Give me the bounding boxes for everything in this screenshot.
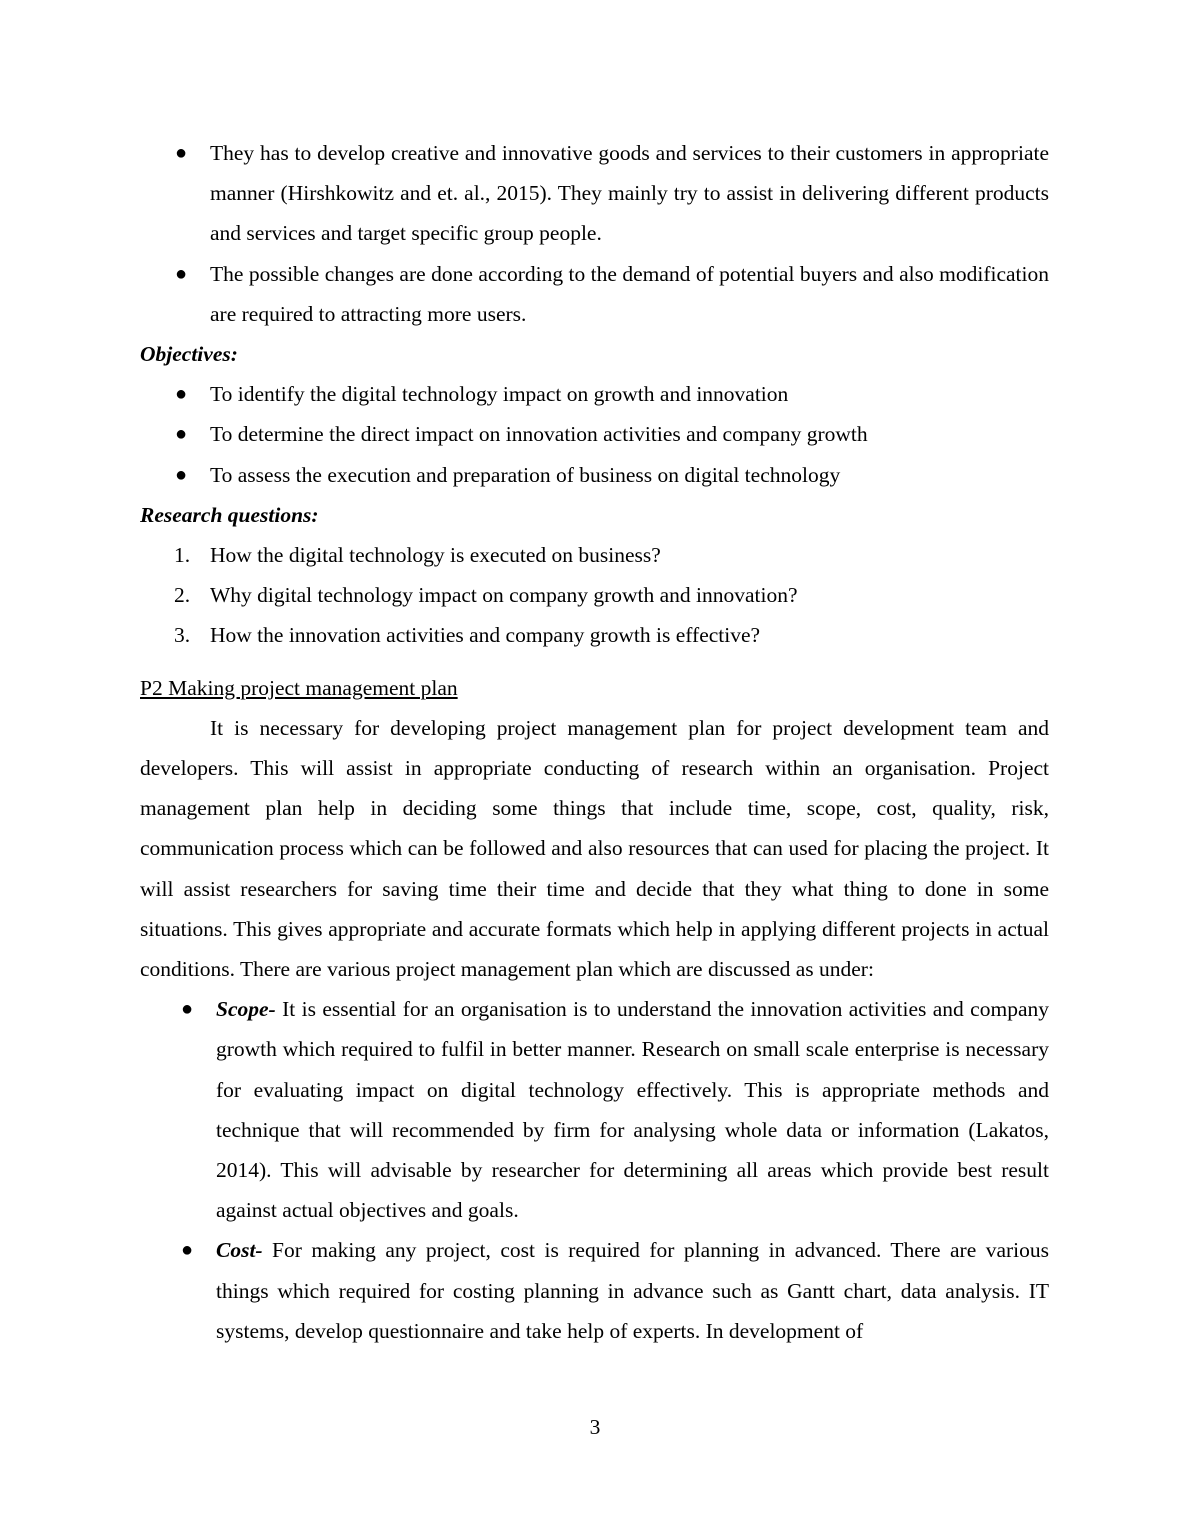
bullet-icon: ● bbox=[181, 998, 194, 1021]
list-item: ● To assess the execution and preparation of business on digital technology bbox=[210, 455, 1049, 495]
list-item: 1. How the digital technology is executed on business? bbox=[210, 535, 1049, 575]
list-item: ● They has to develop creative and innovative goods and services to their customers in appropriate manner (Hirshkowitz and et. al., 2015). They mainly try to assist in delivering different products and services and target specific group people. bbox=[210, 133, 1049, 254]
plan-term: Scope- bbox=[216, 997, 276, 1022]
objectives-heading: Objectives: bbox=[140, 342, 238, 367]
bullet-icon: ● bbox=[181, 1239, 194, 1262]
bullet-icon: ● bbox=[175, 463, 188, 486]
research-questions-list bbox=[140, 535, 1049, 656]
research-questions-heading: Research questions: bbox=[140, 502, 319, 527]
plan-items-list bbox=[140, 989, 1049, 1351]
intro-bullet-list bbox=[140, 133, 1049, 334]
list-item: ● To identify the digital technology impact on growth and innovation bbox=[210, 374, 1049, 414]
plan-term: Cost- bbox=[216, 1238, 263, 1263]
list-item: ● Scope- It is essential for an organisation is to understand the innovation activities and company growth which required to fulfil in better manner. Research on small scale enterprise is necessary for evaluating impact on digital technology effectively. This is appropriate methods and technique that will recommended by firm for analysing whole data or information (Lakatos, 2014). This will advisable by researcher for determining all areas which provide best result against actual objectives and goals. bbox=[216, 989, 1049, 1230]
list-number: 3. bbox=[174, 623, 191, 648]
bullet-icon: ● bbox=[175, 142, 188, 164]
bullet-icon: ● bbox=[175, 383, 188, 406]
list-item: ● To determine the direct impact on innovation activities and company growth bbox=[210, 414, 1049, 454]
bullet-icon: ● bbox=[175, 423, 188, 446]
list-number: 2. bbox=[174, 583, 191, 608]
bullet-icon: ● bbox=[175, 262, 188, 285]
page-number: 3 bbox=[589, 1415, 601, 1439]
list-item: 2. Why digital technology impact on company growth and innovation? bbox=[210, 575, 1049, 615]
list-number: 1. bbox=[174, 543, 191, 568]
section-paragraph: It is necessary for developing project management plan for project development team and developers. This will assist in appropriate conducting of research within an organisation. Project management plan help in deciding some things that include time, scope, cost, quality, risk, communication process which can be followed and also resources that can used for placing the project. It will assist researchers for saving time their time and decide that they what thing to done in some situations. This gives appropriate and accurate formats which help in applying different projects in actual conditions. There are various project management plan which are discussed as under: bbox=[140, 715, 1049, 982]
page-content bbox=[140, 133, 1049, 1351]
objectives-list bbox=[140, 374, 1049, 495]
list-item: 3. How the innovation activities and company growth is effective? bbox=[210, 615, 1049, 655]
list-item: ● The possible changes are done according to the demand of potential buyers and also modification are required to attracting more users. bbox=[210, 254, 1049, 334]
list-item: ● Cost- For making any project, cost is required for planning in advanced. There are various things which required for costing planning in advance such as Gantt chart, data analysis. IT systems, develop questionnaire and take help of experts. In development of bbox=[216, 1230, 1049, 1351]
section-title: P2 Making project management plan bbox=[140, 675, 458, 700]
